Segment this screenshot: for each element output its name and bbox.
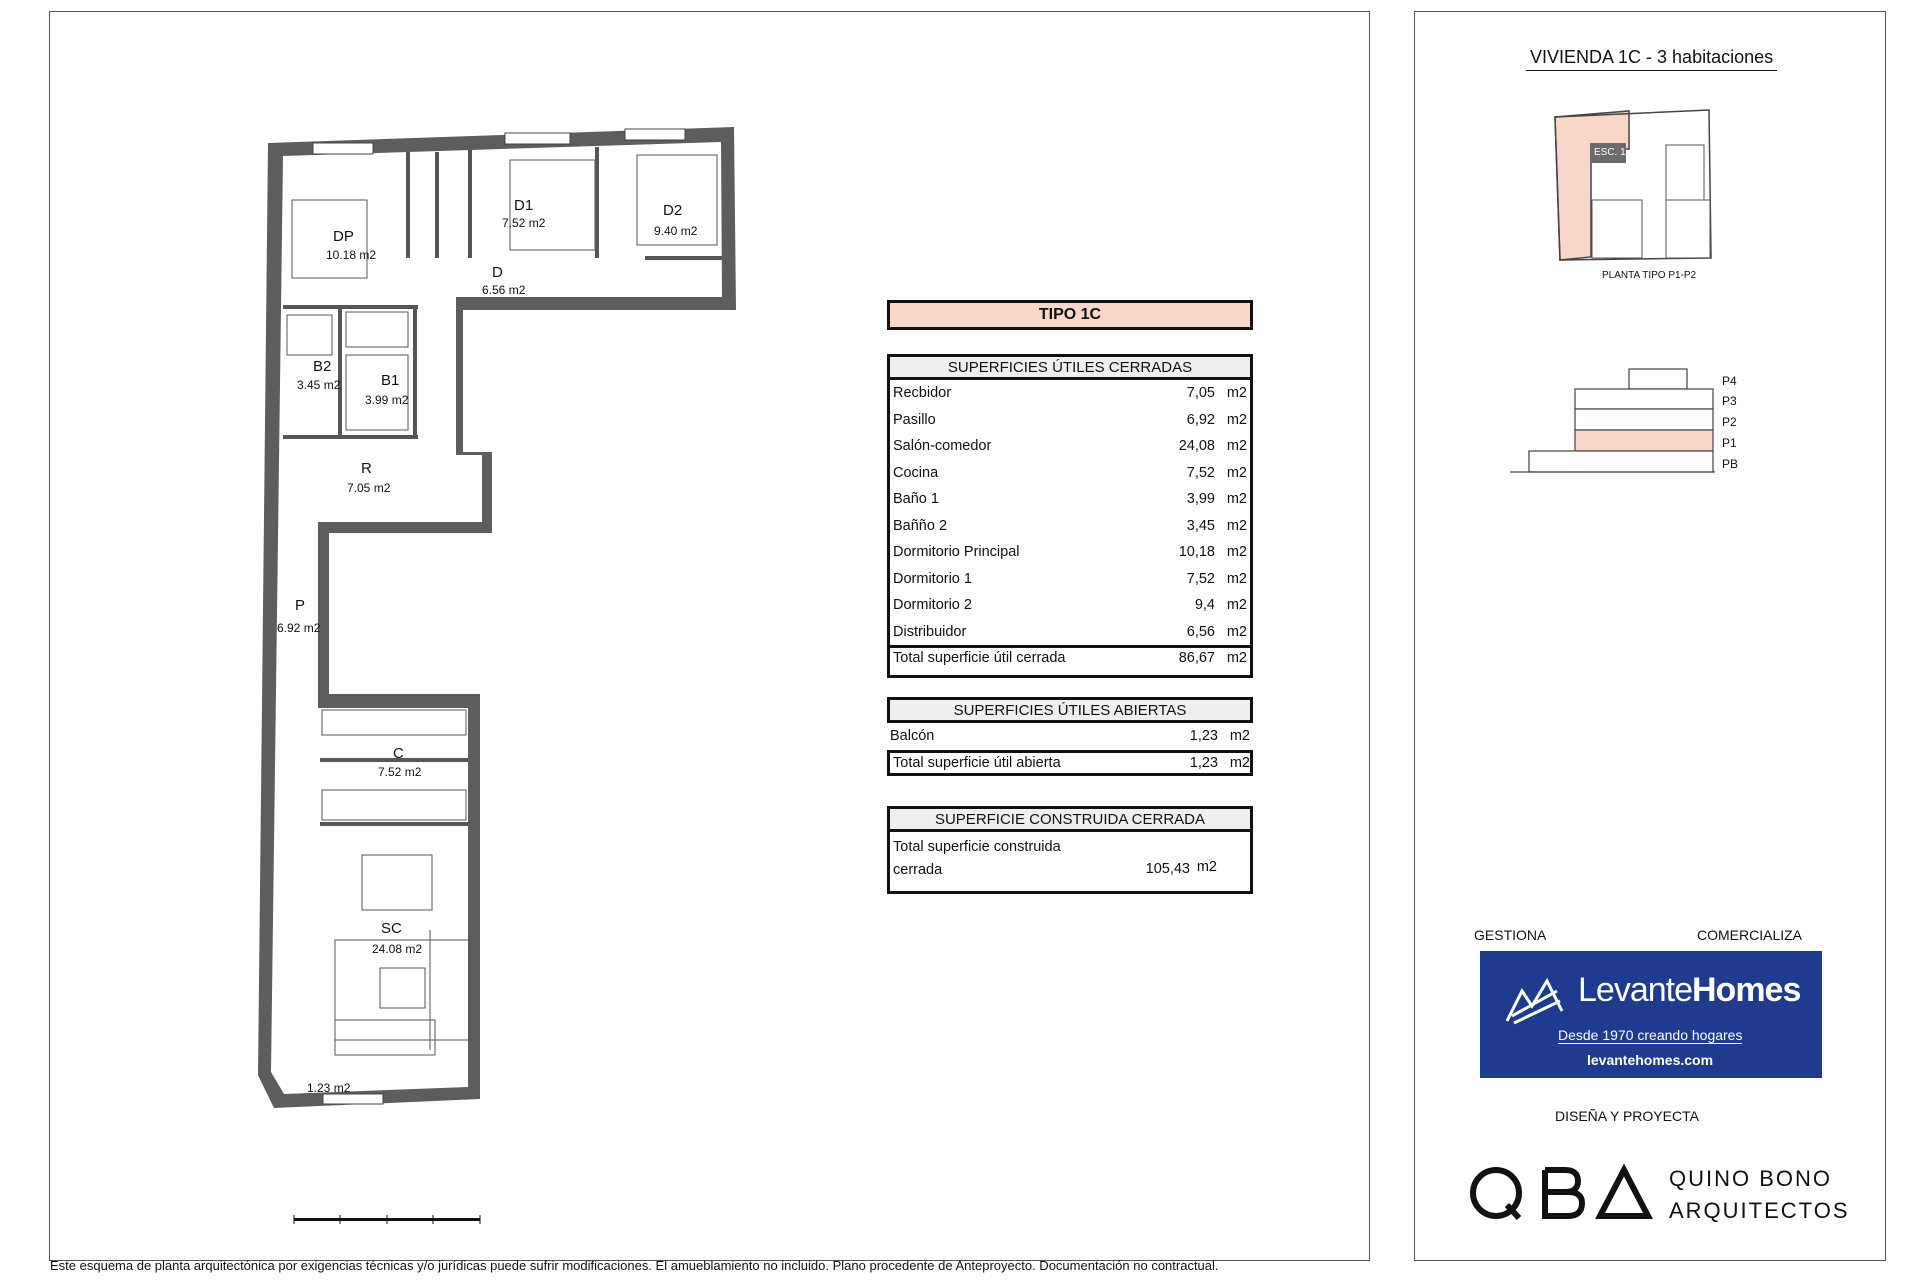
row-value: 10,18 [1178,544,1215,560]
table-row [890,486,1250,513]
room-code-d2: D2 [663,202,683,219]
footer-disclaimer: Este esquema de planta arquitectónica por exigencias técnicas y/o jurídicas puede sufrir modificaciones. El amueblamiento no incluido. Plano procedente de Anteproyecto. Documentación no contractual. [50,1258,1219,1273]
levante-word-b: Homes [1692,971,1801,1009]
qba-line-1: QUINO BONO [1669,1166,1833,1191]
room-code-d1: D1 [514,197,534,214]
room-code-b1: B1 [381,372,400,389]
row-name: Salón-comedor [893,438,992,454]
room-area-dp: 10.18 m2 [326,248,377,262]
room-area-d2: 9.40 m2 [654,224,698,238]
built-table-body [887,832,1253,894]
level-p2: P2 [1722,415,1737,429]
row-unit: m2 [1226,385,1247,401]
total-row [887,750,1253,776]
closed-surfaces-table [887,354,1253,678]
levante-building-icon [1502,971,1572,1031]
key-plan [1555,110,1711,260]
levante-wordmark [1578,971,1800,1010]
total-value: 86,67 [1178,650,1215,666]
row-value: 1,23 [1189,728,1218,744]
row-unit: m2 [1226,464,1247,481]
row-unit: m2 [1229,728,1250,744]
table-row [890,433,1250,460]
row-value: 6,56 [1186,623,1215,640]
row-value: 7,52 [1186,464,1215,481]
built-unit: m2 [1196,859,1217,875]
room-area-b1: 3.99 m2 [365,393,409,407]
tipo-label: TIPO 1C [887,300,1253,330]
room-area-r: 7.05 m2 [347,481,391,495]
room-area-c: 7.52 m2 [378,765,422,779]
table-row [887,723,1253,750]
row-name: Dormitorio Principal [893,544,1020,560]
total-value: 1,23 [1189,754,1218,771]
built-surface-table [887,806,1253,894]
levante-tagline: Desde 1970 creando hogares [1558,1027,1743,1043]
row-unit: m2 [1226,544,1247,560]
level-p3: P3 [1722,394,1737,408]
key-plan-caption: PLANTA TIPO P1-P2 [1602,270,1697,281]
row-name: Balcón [890,728,935,744]
room-code-sc: SC [381,920,402,937]
table-row [890,539,1250,566]
row-unit: m2 [1226,438,1247,454]
total-unit: m2 [1229,754,1250,771]
row-unit: m2 [1226,570,1247,587]
level-diagram [1510,369,1715,472]
room-area-sc: 24.08 m2 [372,942,423,956]
key-plan-label: ESC. 1 [1594,147,1626,158]
table-row [890,460,1250,487]
qba-line-2: ARQUITECTOS [1669,1198,1850,1223]
table-row [890,592,1250,619]
row-value: 3,99 [1186,491,1215,507]
room-area-d1: 7.52 m2 [502,216,546,230]
gestiona-label: GESTIONA [1474,927,1547,943]
table-row [890,566,1250,593]
level-pb: PB [1722,457,1739,471]
total-unit: m2 [1226,650,1247,666]
built-table-header: SUPERFICIE CONSTRUIDA CERRADA [887,806,1253,832]
built-line-2: cerrada [893,862,943,878]
row-value: 7,05 [1186,385,1215,401]
row-value: 9,4 [1194,597,1215,613]
room-code-c: C [393,745,404,762]
room-area-p: 6.92 m2 [277,621,321,635]
closed-table-header: SUPERFICIES ÚTILES CERRADAS [887,354,1253,380]
room-code-p: P [295,597,306,614]
row-value: 6,92 [1186,411,1215,428]
open-table-header: SUPERFICIES ÚTILES ABIERTAS [887,697,1253,723]
row-name: Bañño 2 [893,517,948,534]
dwelling-title: VIVIENDA 1C - 3 habitaciones [1526,47,1777,71]
total-name: Total superficie útil cerrada [893,650,1066,666]
level-p4: P4 [1722,374,1737,388]
room-code-d: D [492,264,503,281]
row-value: 24,08 [1178,438,1215,454]
row-unit: m2 [1226,491,1247,507]
row-name: Dormitorio 2 [893,597,972,613]
levante-url: levantehomes.com [1587,1052,1714,1068]
room-code-r: R [361,460,372,477]
levante-homes-logo [1480,951,1822,1078]
built-value: 105,43 [1145,861,1190,877]
scale-bar [294,1215,480,1224]
comercializa-label: COMERCIALIZA [1697,927,1803,943]
level-p1: P1 [1722,436,1737,450]
disena-label: DISEÑA Y PROYECTA [1555,1108,1699,1124]
table-row [890,513,1250,540]
total-name: Total superficie útil abierta [893,754,1061,771]
closed-table-body [887,380,1253,678]
room-area-d: 6.56 m2 [482,283,526,297]
row-name: Distribuidor [893,623,967,640]
total-row [890,645,1250,675]
room-area-b2: 3.45 m2 [297,378,341,392]
table-row [890,407,1250,434]
row-value: 7,52 [1186,570,1215,587]
balcony-area: 1.23 m2 [307,1081,351,1095]
built-line-1: Total superficie construida [893,839,1061,855]
levante-word-a: Levante [1578,971,1692,1009]
row-unit: m2 [1226,623,1247,640]
row-unit: m2 [1226,517,1247,534]
row-name: Recbidor [893,385,952,401]
row-name: Cocina [893,464,939,481]
room-code-dp: DP [333,228,354,245]
row-name: Dormitorio 1 [893,570,972,587]
open-surfaces-table [887,697,1253,776]
table-row [890,380,1250,407]
row-name: Baño 1 [893,491,939,507]
row-name: Pasillo [893,411,936,428]
room-code-b2: B2 [313,358,332,375]
row-unit: m2 [1226,597,1247,613]
row-unit: m2 [1226,411,1247,428]
row-value: 3,45 [1186,517,1215,534]
table-row [890,619,1250,646]
qba-logo-mark [1473,1170,1648,1218]
